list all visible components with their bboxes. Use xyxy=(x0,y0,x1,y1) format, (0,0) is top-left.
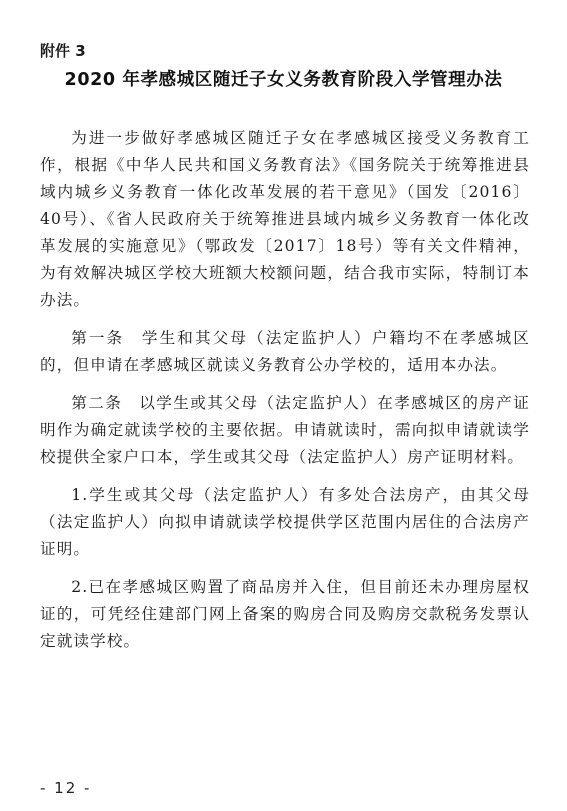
document-title: 2020 年孝感城区随迁子女义务教育阶段入学管理办法 xyxy=(64,70,503,90)
page-number: - 12 - xyxy=(40,779,92,797)
paragraph-preamble: 为进一步做好孝感城区随迁子女在孝感城区接受义务教育工作，根据《中华人民共和国义务教育法》《国务院关于统筹推进县域内城乡义务教育一体化改革发展的若干意见》（国发〔2016〕40号）、《省人民政府关于统筹推进县域内城乡义务教育一体化改革发展的实施意见》（鄂政发〔2017〕18号）等有关文件精神，为有效解决城区学校大班额大校额问题，结合我市实际，特制订本办法。 xyxy=(40,129,530,309)
paragraph-article-2: 第二条 以学生或其父母（法定监护人）在孝感城区的房产证明作为确定就读学校的主要依据。申请就读时，需向拟申请就读学校提供全家户口本，学生或其父母（法定监护人）房产证明材料。 xyxy=(40,394,530,466)
paragraph-item-2: 2.已在孝感城区购置了商品房并入住，但目前还未办理房屋权证的，可凭经住建部门网上备案的购房合同及购房交款税务发票认定就读学校。 xyxy=(40,578,530,650)
paragraph-article-1: 第一条 学生和其父母（法定监护人）户籍均不在孝感城区的，但申请在孝感城区就读义务教育公办学校的，适用本办法。 xyxy=(40,329,530,374)
attachment-label: 附件 3 xyxy=(40,42,86,60)
document-body xyxy=(40,125,530,655)
paragraph-item-1: 1.学生或其父母（法定监护人）有多处合法房产，由其父母（法定监护人）向拟申请就读学校提供学区范围内居住的合法房产证明。 xyxy=(40,486,530,558)
